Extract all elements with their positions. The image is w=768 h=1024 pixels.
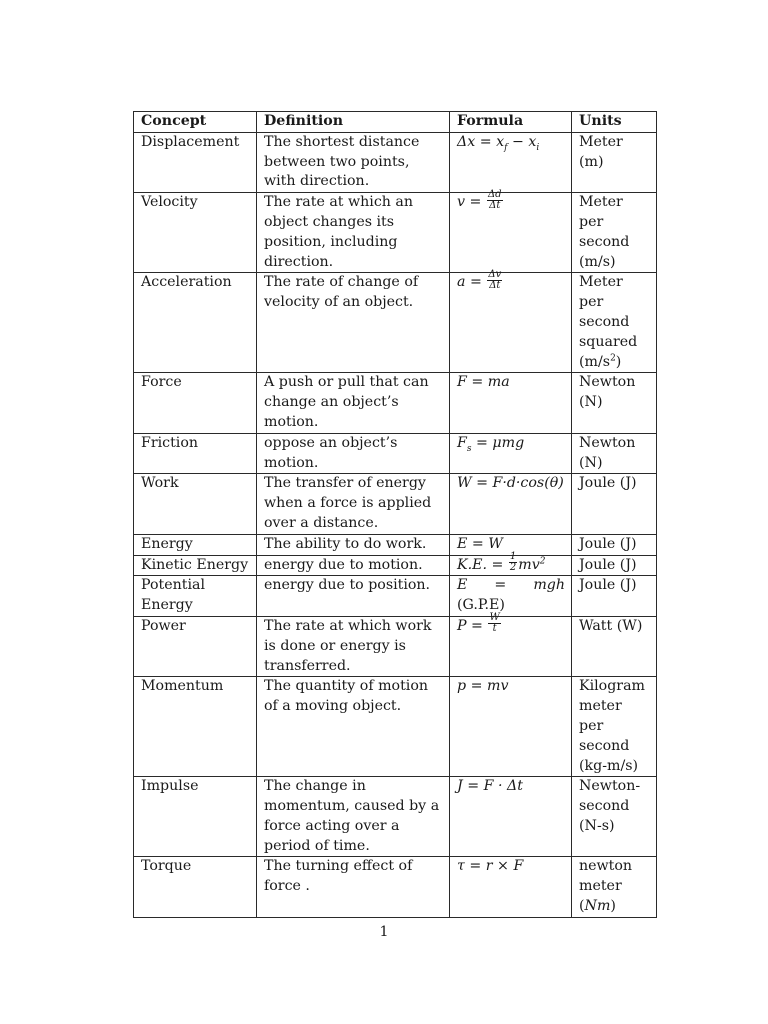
concept-cell: Friction <box>134 433 257 474</box>
concept-cell: Displacement <box>134 132 257 192</box>
definition-cell: The ability to do work. <box>257 534 450 555</box>
definition-cell: energy due to motion. <box>257 555 450 576</box>
table-row <box>134 777 657 857</box>
table-row <box>134 132 657 192</box>
units-cell: Joule (J) <box>572 534 657 555</box>
table-row <box>134 677 657 777</box>
concept-cell: Impulse <box>134 777 257 857</box>
definition-cell: The shortest distance between two points, with direction. <box>257 132 450 192</box>
definition-cell: A push or pull that can change an object’s motion. <box>257 373 450 433</box>
formula-cell: a = $\frac{\Delta v}{\Delta t}$ <box>450 273 572 373</box>
formula-cell: p = mv <box>450 677 572 777</box>
concept-cell: Power <box>134 616 257 676</box>
definition-cell: The rate of change of velocity of an object. <box>257 273 450 373</box>
table-row <box>134 373 657 433</box>
table-row <box>134 433 657 474</box>
formula-cell: W = F·d·cos(θ) <box>450 474 572 534</box>
formula-cell: v = $\frac{\Delta d}{\Delta t}$ <box>450 193 572 273</box>
formula-cell: J = F · Δt <box>450 777 572 857</box>
formula-cell: P = $\frac{W}{t}$ <box>450 616 572 676</box>
units-cell: Newton (N) <box>572 433 657 474</box>
concept-cell: Velocity <box>134 193 257 273</box>
formula-cell: $F_s = \mu mg$ <box>450 433 572 474</box>
formula-cell: $\Delta x = x_f - x_i$ <box>450 132 572 192</box>
formula-cell: E = W <box>450 534 572 555</box>
concept-cell: Momentum <box>134 677 257 777</box>
concept-cell: Work <box>134 474 257 534</box>
formula-cell: F = ma <box>450 373 572 433</box>
table-row <box>134 534 657 555</box>
definition-cell: oppose an object’s motion. <box>257 433 450 474</box>
definition-cell: The transfer of energy when a force is applied over a distance. <box>257 474 450 534</box>
definition-cell: The turning effect of force . <box>257 857 450 917</box>
table-row <box>134 273 657 373</box>
definition-cell: The rate at which work is done or energy is transferred. <box>257 616 450 676</box>
units-cell: Joule (J) <box>572 576 657 617</box>
header-units: Units <box>572 112 657 133</box>
concept-cell: Force <box>134 373 257 433</box>
units-cell: Newton (N) <box>572 373 657 433</box>
units-cell: Meter per second squared $(m/s^2)$ <box>572 273 657 373</box>
table-row <box>134 857 657 917</box>
concept-cell: Kinetic Energy <box>134 555 257 576</box>
formula-cell: K.E. = $\frac{1}{2}$ $mv^2$ <box>450 555 572 576</box>
definition-cell: The quantity of motion of a moving object. <box>257 677 450 777</box>
physics-concepts-table <box>133 111 657 918</box>
concept-cell: Energy <box>134 534 257 555</box>
definition-cell: The change in momentum, caused by a force acting over a period of time. <box>257 777 450 857</box>
page-number: 1 <box>379 924 389 940</box>
definition-cell: energy due to position. <box>257 576 450 617</box>
formula-cell: τ = r × F <box>450 857 572 917</box>
definition-cell: The rate at which an object changes its position, including direction. <box>257 193 450 273</box>
table-row <box>134 474 657 534</box>
concept-cell: Acceleration <box>134 273 257 373</box>
units-cell: Kilogram meter per second (kg-m/s) <box>572 677 657 777</box>
table-row <box>134 193 657 273</box>
units-cell: Meter (m) <box>572 132 657 192</box>
table-row <box>134 616 657 676</box>
table-header-row <box>134 112 657 133</box>
header-concept: Concept <box>134 112 257 133</box>
formula-cell: E = mgh (G.P.E) <box>450 576 572 617</box>
units-cell: newton meter (Nm) <box>572 857 657 917</box>
units-cell: Newton-second (N-s) <box>572 777 657 857</box>
concept-cell: Potential Energy <box>134 576 257 617</box>
header-formula: Formula <box>450 112 572 133</box>
units-cell: Watt (W) <box>572 616 657 676</box>
table-row <box>134 576 657 617</box>
table-row <box>134 555 657 576</box>
units-cell: Joule (J) <box>572 555 657 576</box>
units-cell: Joule (J) <box>572 474 657 534</box>
header-definition: Definition <box>257 112 450 133</box>
concept-cell: Torque <box>134 857 257 917</box>
units-cell: Meter per second (m/s) <box>572 193 657 273</box>
